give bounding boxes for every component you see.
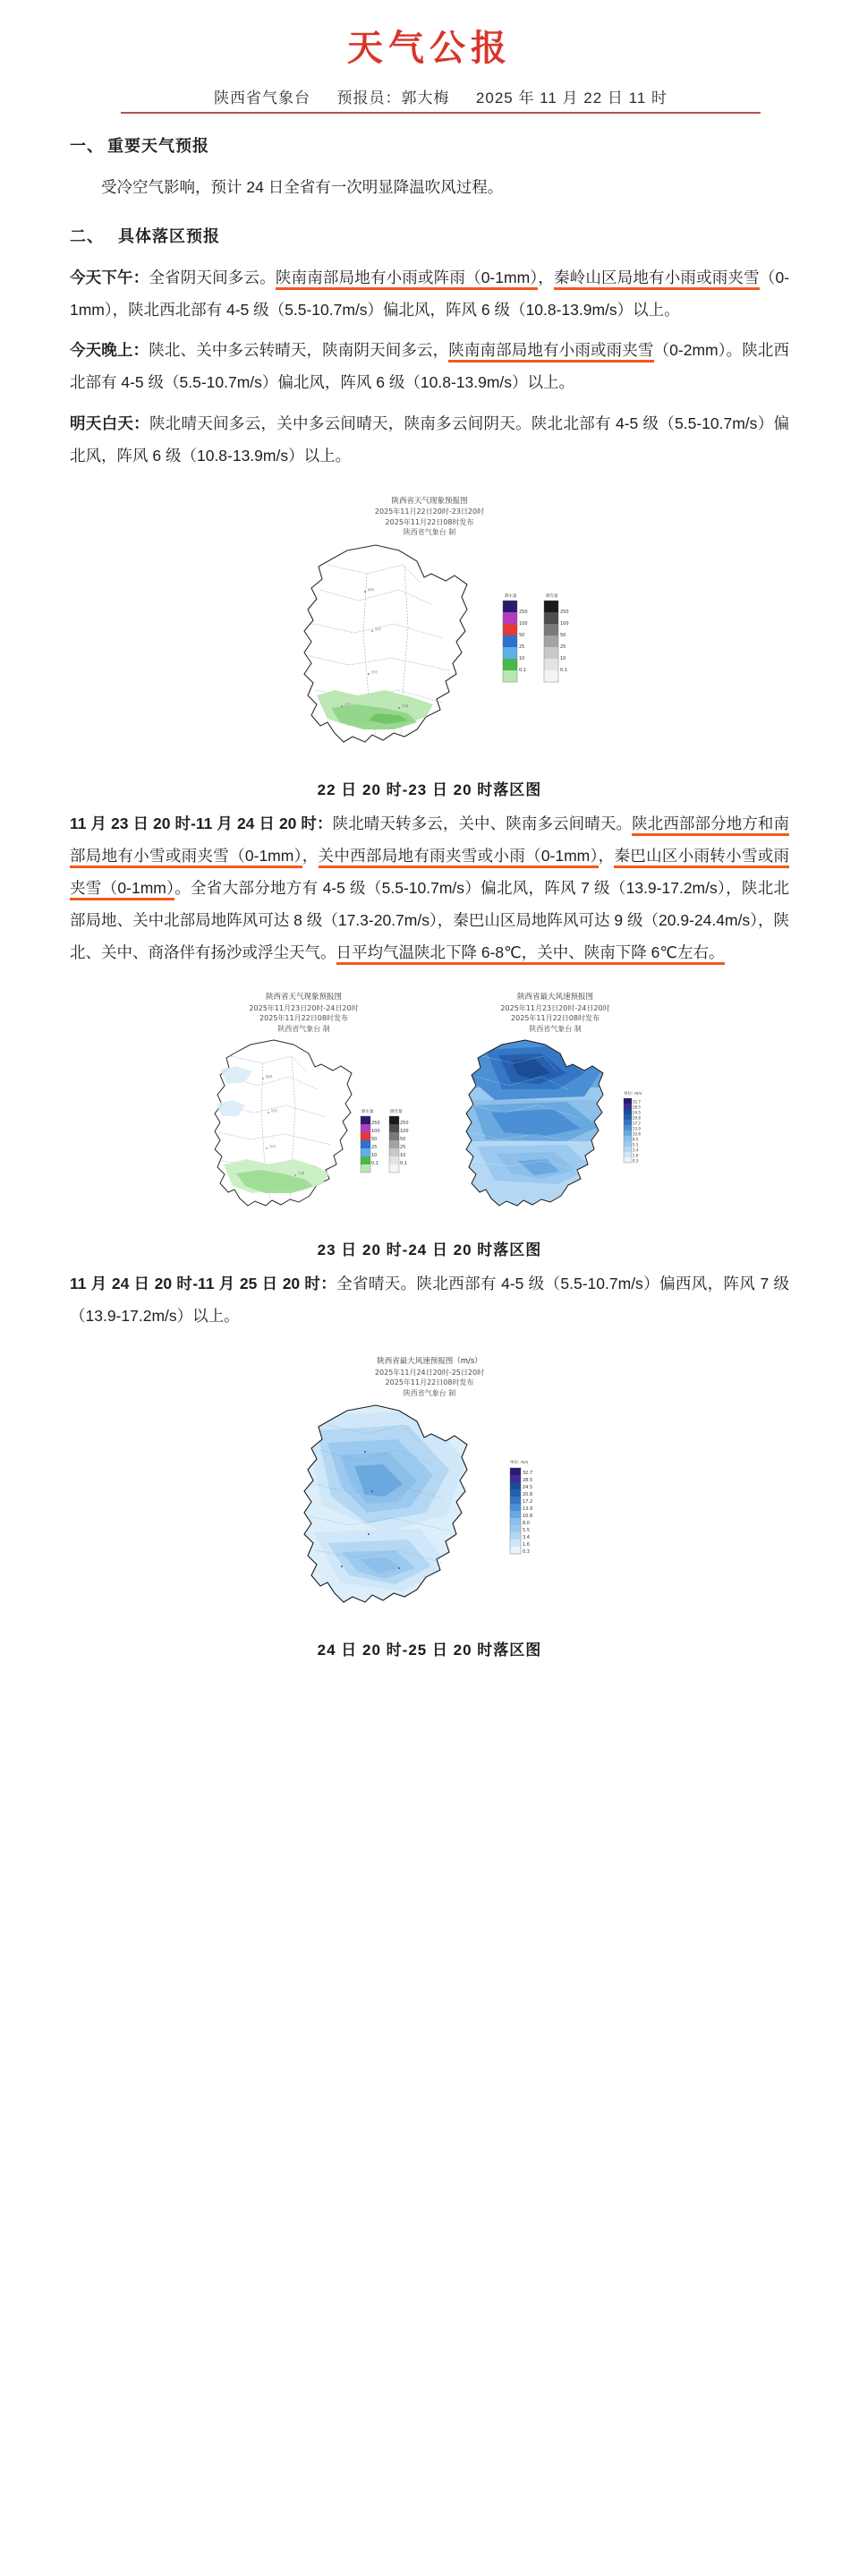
figure-2-right-map (432, 1034, 678, 1226)
forecaster: 预报员：郭大梅 (336, 90, 450, 107)
svg-text:100: 100 (519, 621, 528, 627)
run: 全省阴天间多云。 (149, 268, 276, 286)
map-title-line1: 陕西省天气现象预报图 (391, 496, 468, 506)
figure-2-right-map-title (432, 992, 678, 1034)
svg-text:10.8: 10.8 (633, 1131, 641, 1137)
svg-text:降雪量: 降雪量 (390, 1110, 403, 1115)
svg-text:安康: 安康 (402, 704, 409, 708)
svg-text:13.9: 13.9 (523, 1506, 533, 1513)
svg-text:32.7: 32.7 (523, 1471, 533, 1477)
svg-text:100: 100 (371, 1129, 380, 1135)
bulletin-body (70, 130, 789, 473)
svg-text:1.6: 1.6 (633, 1153, 639, 1158)
map-title-line1: 陕西省天气现象预报图 (265, 993, 342, 1002)
svg-text:28.5: 28.5 (523, 1478, 533, 1484)
svg-text:汉中: 汉中 (344, 703, 352, 706)
svg-text:50: 50 (400, 1137, 406, 1143)
legend-rain-column (503, 601, 528, 682)
svg-text:0.3: 0.3 (523, 1549, 530, 1556)
svg-text:25: 25 (371, 1145, 378, 1151)
svg-text:1.6: 1.6 (523, 1542, 530, 1548)
svg-text:0.3: 0.3 (633, 1158, 639, 1164)
figure-3 (0, 1356, 859, 1659)
page-title: 天气公报 (347, 28, 512, 69)
svg-text:28.5: 28.5 (633, 1105, 641, 1110)
svg-text:250: 250 (371, 1121, 380, 1127)
svg-text:单位: m/s: 单位: m/s (624, 1092, 642, 1097)
forecast-lead: 11 月 24 日 20 时-11 月 25 日 20 时： (70, 1275, 337, 1293)
svg-text:100: 100 (400, 1129, 409, 1135)
svg-text:10: 10 (400, 1153, 406, 1159)
run-highlighted: 陕北西部部分地方和南部局地有小雪或雨夹雪（0-1mm） (70, 815, 789, 868)
forecast-lead: 明天白天： (70, 414, 149, 433)
run: 陕北晴天间多云，关中多云间晴天，陕南多云间阴天。陕北北部有 4-5 级（5.5-10.7m/s）偏北风，阵风 6 级（10.8-13.9m/s）以上。 (70, 414, 790, 465)
wind-field (295, 1398, 483, 1613)
run: ， (538, 268, 554, 286)
svg-text:25: 25 (560, 644, 566, 650)
map-title-line3: 2025年11月22日08时发布 (385, 1378, 474, 1387)
svg-text:榆林: 榆林 (368, 588, 375, 592)
forecast-tonight (70, 335, 789, 399)
map-title-line3: 2025年11月22日08时发布 (511, 1014, 600, 1023)
figure-3-caption: 24 日 20 时-25 日 20 时落区图 (317, 1642, 542, 1659)
figure-2-right (432, 992, 678, 1226)
section-title-2: 具体落区预报 (118, 226, 220, 245)
figure-3-legend (510, 1459, 532, 1555)
figure-2-left-legend (361, 1108, 409, 1173)
svg-text:3.4: 3.4 (523, 1535, 530, 1541)
section-number-1: 一、 (70, 137, 104, 155)
byline (121, 85, 761, 114)
svg-text:安康: 安康 (298, 1172, 305, 1176)
figure-2-right-legend (624, 1090, 642, 1164)
svg-text:13.9: 13.9 (633, 1126, 641, 1131)
svg-text:10.8: 10.8 (523, 1514, 533, 1520)
figure-2-caption: 23 日 20 时-24 日 20 时落区图 (317, 1241, 542, 1259)
run-highlighted: 日平均气温陕北下降 6-8℃，关中、陕南下降 6℃左右。 (336, 943, 725, 965)
svg-text:0.1: 0.1 (560, 668, 567, 673)
svg-text:250: 250 (400, 1121, 409, 1127)
svg-text:50: 50 (519, 633, 525, 638)
svg-text:10: 10 (560, 656, 566, 661)
svg-text:0.1: 0.1 (400, 1161, 407, 1167)
section-number-2: 二、 (70, 226, 104, 245)
forecast-today-afternoon (70, 262, 789, 327)
figure-1-map (242, 538, 617, 762)
svg-text:50: 50 (371, 1137, 378, 1143)
map-title-line3: 2025年11月22日08时发布 (259, 1014, 348, 1023)
figure-3-map-title (0, 1356, 859, 1398)
figure-1 (0, 496, 859, 799)
svg-text:24.5: 24.5 (633, 1110, 641, 1115)
figure-1-legend (503, 593, 569, 682)
svg-text:20.8: 20.8 (523, 1492, 533, 1498)
svg-text:3.4: 3.4 (633, 1147, 639, 1153)
svg-text:8.0: 8.0 (523, 1521, 530, 1527)
svg-text:250: 250 (519, 610, 528, 615)
svg-text:西安: 西安 (371, 670, 378, 674)
svg-text:5.5: 5.5 (633, 1142, 639, 1147)
map-title-line1: 陕西省最大风速预报图（m/s） (377, 1357, 482, 1367)
run-highlighted: 陕南南部局地有小雨或雨夹雪 (448, 341, 653, 363)
svg-text:100: 100 (560, 621, 569, 627)
figure-2-left-map (181, 1034, 427, 1226)
map-title-line2: 2025年11月24日20时-25日20时 (374, 1368, 485, 1377)
forecast-lead: 今天晚上： (70, 341, 149, 360)
map-title-line2: 2025年11月23日20时-24日20时 (249, 1003, 359, 1012)
figure-2 (0, 992, 859, 1259)
svg-text:延安: 延安 (271, 1109, 278, 1113)
forecast-lead: 11 月 23 日 20 时-11 月 24 日 20 时： (70, 815, 333, 832)
run-highlighted: 陕南南部局地有小雨或阵雨（0-1mm） (276, 269, 538, 290)
map-title-line4: 陕西省气象台 制 (529, 1024, 582, 1033)
wind-field (459, 1034, 620, 1213)
run: ， (302, 846, 319, 865)
svg-text:8.0: 8.0 (633, 1137, 639, 1142)
forecast-nov24-nov25 (70, 1268, 789, 1333)
svg-text:17.2: 17.2 (523, 1499, 533, 1506)
svg-text:西安: 西安 (269, 1145, 276, 1149)
bulletin-body-3 (70, 1268, 789, 1333)
svg-text:10: 10 (519, 656, 525, 661)
svg-text:延安: 延安 (375, 627, 382, 631)
map-title-line3: 2025年11月22日08时发布 (385, 517, 474, 526)
svg-text:25: 25 (400, 1145, 406, 1151)
svg-text:32.7: 32.7 (633, 1099, 641, 1105)
map-title-line1: 陕西省最大风速预报图 (516, 993, 593, 1002)
run: ， (598, 846, 615, 865)
figure-1-map-title (0, 496, 859, 538)
figure-2-left (181, 992, 427, 1226)
map-title-line4: 陕西省气象台 制 (403, 1388, 456, 1397)
run: 。全省大部分地方有 4-5 级（5.5-10.7m/s）偏北风，阵风 7 级（13.9-17.2m/s），陕北北部局地、关中北部局地阵风可达 8 级（17.3-20.7m/s），秦巴山区局地阵风可达 9 级（20.9-24.4m/s），陕北、关中、商洛伴有扬沙或浮尘天气。 (70, 878, 789, 961)
figure-2-left-map-title (181, 992, 427, 1034)
bulletin-body-2 (70, 808, 789, 968)
svg-text:降水量: 降水量 (505, 594, 517, 599)
forecast-lead: 今天下午： (70, 268, 149, 286)
map-title-line4: 陕西省气象台 制 (277, 1024, 330, 1033)
section-title-1: 重要天气预报 (107, 137, 209, 155)
svg-text:17.2: 17.2 (633, 1121, 641, 1126)
run-highlighted: 关中西部局地有雨夹雪或小雨（0-1mm） (319, 847, 599, 868)
svg-text:20.8: 20.8 (633, 1115, 641, 1121)
figure-1-caption: 22 日 20 时-23 日 20 时落区图 (317, 781, 542, 798)
map-title-line2: 2025年11月22日20时-23日20时 (374, 508, 485, 516)
section-heading-1 (70, 130, 789, 163)
run-highlighted: 秦岭山区局地有小雨或雨夹雪 (554, 269, 760, 290)
issuing-office: 陕西省气象台 (213, 90, 310, 107)
run-highlighted: 秦巴山区小雨转小雪或雨夹雪（0-1mm） (70, 847, 789, 900)
svg-text:50: 50 (560, 633, 566, 638)
svg-text:25: 25 (519, 644, 525, 650)
svg-text:降雪量: 降雪量 (546, 594, 558, 599)
svg-text:0.1: 0.1 (371, 1161, 378, 1167)
issue-time: 2025 年 11 月 22 日 11 时 (475, 90, 668, 107)
section-1-paragraph: 受冷空气影响，预计 24 日全省有一次明显降温吹风过程。 (101, 177, 504, 196)
map-title-line2: 2025年11月23日20时-24日20时 (500, 1003, 610, 1012)
run: 陕北晴天转多云，关中、陕南多云间晴天。 (332, 815, 633, 832)
run: 全省晴天。陕北西部有 4-5 级（5.5-10.7m/s）偏西风，阵风 7 级（13.9-17.2m/s）以上。 (70, 1275, 789, 1326)
svg-text:250: 250 (560, 610, 569, 615)
run: （0-2mm）。陕北西北部有 4-5 级（5.5-10.7m/s）偏北风，阵风 6 级（10.8-13.9m/s）以上。 (70, 341, 790, 392)
map-title-line4: 陕西省气象台 制 (403, 528, 456, 537)
svg-text:0.1: 0.1 (519, 668, 526, 673)
run: 陕北、关中多云转晴天，陕南阴天间多云， (149, 341, 449, 360)
figure-3-map (242, 1398, 617, 1622)
legend-snow-column (544, 601, 569, 682)
svg-text:单位: m/s: 单位: m/s (510, 1461, 529, 1466)
run: （0-1mm），陕北西北部有 4-5 级（5.5-10.7m/s）偏北风，阵风 6 级（10.8-13.9m/s）以上。 (70, 268, 790, 319)
svg-text:24.5: 24.5 (523, 1485, 533, 1491)
section-heading-2 (70, 220, 789, 253)
forecast-tomorrow-daytime (70, 408, 789, 473)
svg-text:5.5: 5.5 (523, 1528, 530, 1534)
svg-text:10: 10 (371, 1153, 378, 1159)
svg-text:降水量: 降水量 (361, 1110, 374, 1115)
svg-text:榆林: 榆林 (266, 1075, 273, 1079)
forecast-nov23-nov24 (70, 808, 789, 968)
